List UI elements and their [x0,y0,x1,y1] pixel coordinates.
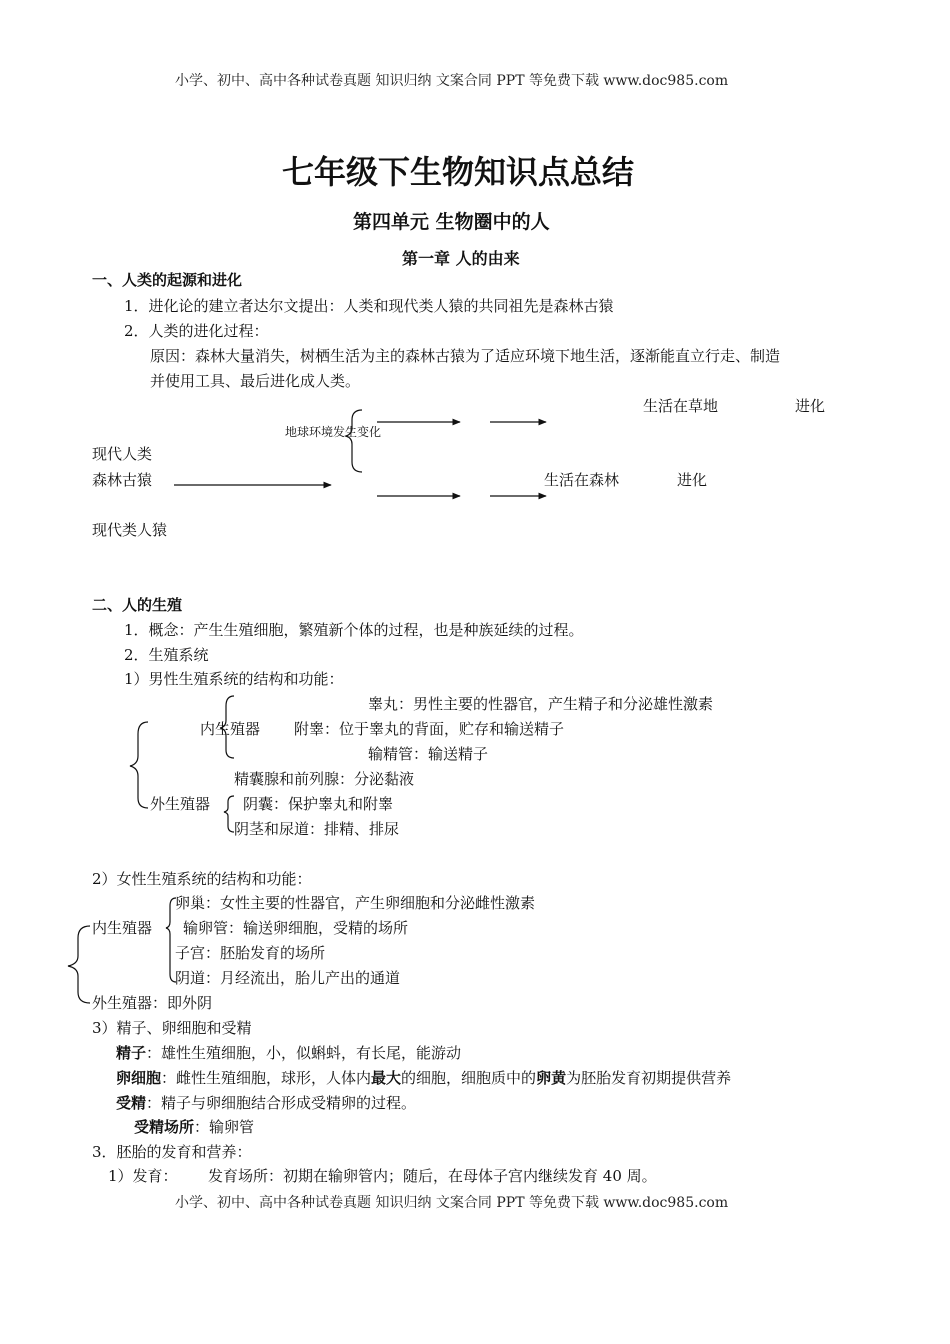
label-forest-life: 生活在森林 [544,471,620,489]
development-label: 1）发育： [108,1167,178,1185]
fertilization-text: ：精子与卵细胞结合形成受精卵的过程。 [146,1094,417,1112]
page-header: 小学、初中、高中各种试卷真题 知识归纳 文案合同 PPT 等免费下载 www.doc985.com [175,73,729,89]
section-2-heading: 二、人的生殖 [92,596,183,614]
female-ovary: 卵巢：女性主要的性器官，产生卵细胞和分泌雌性激素 [175,894,536,912]
sperm-label: 精子 [116,1044,147,1062]
male-epididymis: 附睾：位于睾丸的背面，贮存和输送精子 [294,720,565,738]
section-1-heading: 一、人类的起源和进化 [92,271,243,289]
egg-bold-largest: 最大 [371,1069,402,1087]
label-modern-ape: 现代类人猿 [92,521,168,539]
male-testis: 睾丸：男性主要的性器官，产生精子和分泌雄性激素 [368,695,714,713]
male-penis: 阴茎和尿道：排精、排尿 [234,820,400,838]
chapter-title: 第一章 人的由来 [402,249,520,268]
egg-text-3: 为胚胎发育初期提供营养 [566,1069,732,1087]
s2-concept: 1．概念：产生生殖细胞，繁殖新个体的过程，也是种族延续的过程。 [124,621,584,639]
female-outer-organs: 外生殖器：即外阴 [92,994,213,1012]
sperm-text: ：雄性生殖细胞，小，似蝌蚪，有长尾，能游动 [146,1044,462,1062]
label-env-change: 地球环境发生变化 [285,425,382,439]
label-evolve-2: 进化 [677,471,708,489]
male-vas-deferens: 输精管：输送精子 [368,745,489,763]
label-grassland: 生活在草地 [643,397,719,415]
brace-female-inner [166,898,176,982]
male-inner-organs: 内生殖器 [200,720,261,738]
female-vagina: 阴道：月经流出，胎儿产出的通道 [175,969,401,987]
s1-point-1: 1．进化论的建立者达尔文提出：人类和现代类人猿的共同祖先是森林古猿 [124,297,614,315]
label-modern-human: 现代人类 [92,445,153,463]
male-glands: 精囊腺和前列腺：分泌黏液 [234,770,415,788]
unit-title: 第四单元 生物圈中的人 [353,211,550,233]
s1-point-2: 2．人类的进化过程： [124,322,269,340]
brace-male-outer [224,796,234,832]
fertilization-place-label: 受精场所 [134,1118,195,1136]
label-evolve-1: 进化 [795,397,826,415]
s2-system: 2．生殖系统 [124,646,209,664]
female-oviduct: 输卵管：输送卵细胞，受精的场所 [183,919,409,937]
egg-text-1: ：雌性生殖细胞，球形，人体内 [161,1069,372,1087]
fertilization-label: 受精 [116,1094,147,1112]
egg-label: 卵细胞 [116,1069,162,1087]
male-system-title: 1）男性生殖系统的结构和功能： [124,670,344,688]
page-footer: 小学、初中、高中各种试卷真题 知识归纳 文案合同 PPT 等免费下载 www.doc985.com [175,1195,729,1211]
female-inner-organs: 内生殖器 [92,919,153,937]
egg-text-2: 的细胞，细胞质中的 [401,1069,537,1087]
brace-male-inner [220,696,234,758]
egg-bold-yolk: 卵黄 [536,1069,567,1087]
fertilization-title: 3）精子、卵细胞和受精 [92,1019,252,1037]
fertilization-place-text: ：输卵管 [194,1118,255,1136]
brace-env-change [346,410,362,472]
embryo-title: 3．胚胎的发育和营养： [92,1143,252,1161]
label-forest-ape: 森林古猿 [92,471,153,489]
male-scrotum: 阴囊：保护睾丸和附睾 [243,795,394,813]
male-outer-organs: 外生殖器 [150,795,211,813]
s1-reason-line-2: 并使用工具、最后进化成人类。 [150,372,361,390]
s1-reason-line-1: 原因：森林大量消失，树栖生活为主的森林古猿为了适应环境下地生活，逐渐能直立行走、制造 [150,347,781,365]
development-text: 发育场所：初期在输卵管内；随后，在母体子宫内继续发育 40 周。 [208,1167,657,1185]
brace-male-system [130,722,148,808]
female-uterus: 子宫：胚胎发育的场所 [175,944,326,962]
brace-female-system [68,926,90,1003]
female-system-title: 2）女性生殖系统的结构和功能： [92,870,312,888]
page-title: 七年级下生物知识点总结 [282,153,635,191]
